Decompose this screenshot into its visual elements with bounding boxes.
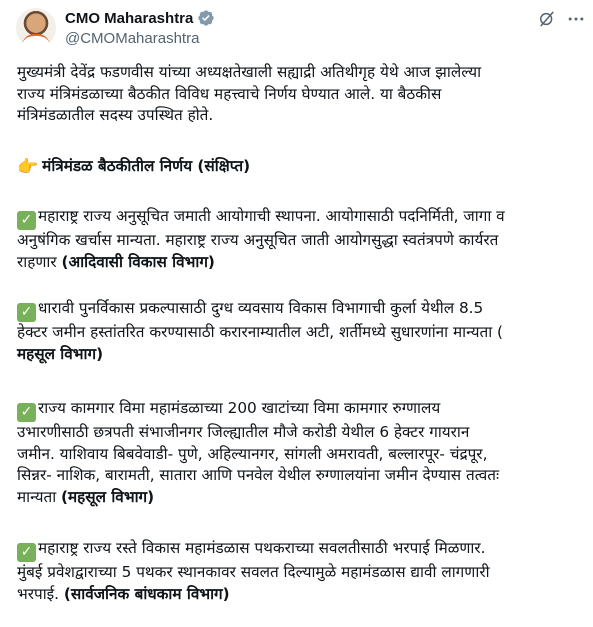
decision-line: धारावी पुनर्विकास प्रकल्पासाठी दुग्ध व्यवसाय विकास विभागाची कुर्ला येथील 8.5 xyxy=(38,299,484,317)
decision-line: महाराष्ट्र राज्य रस्ते विकास महामंडळास पथकराच्या सवलतीसाठी भरपाई मिळणार. xyxy=(38,539,486,557)
decision-line: अनुषंगिक खर्चास मान्यता. महाराष्ट्र राज्य अनुसूचित जाती आयोगसुद्धा स्वतंत्रपणे कार्यरत xyxy=(17,231,499,249)
grok-icon[interactable] xyxy=(537,9,557,29)
heading-text: मंत्रिमंडळ बैठकीतील निर्णय (संक्षिप्त) xyxy=(42,157,251,175)
decision-line: सिन्नर- नाशिक, बारामती, सातारा आणि पनवेल येथील रुग्णालयांना जमीन देण्यास तत्वतः xyxy=(17,466,500,485)
intro-paragraph xyxy=(17,62,583,127)
decisions-heading xyxy=(17,156,583,179)
check-mark-icon: ✓ xyxy=(17,211,36,230)
department-label: महसूल विभाग) xyxy=(17,344,104,363)
intro-line: राज्य मंत्रिमंडळाच्या बैठकीत विविध महत्त्वाचे निर्णय घेण्यात आले. या बैठकीस xyxy=(17,84,442,103)
decision-line: जमीन. याशिवाय बिबवेवाडी- पुणे, अहिल्यानगर, सांगली अमरावती, बल्लारपूर- चंद्रपूर, xyxy=(17,444,488,463)
decision-line: राज्य कामगार विमा महामंडळाच्या 200 खाटांच्या विमा कामगार रुग्णालय xyxy=(38,399,441,417)
avatar-shirt xyxy=(22,34,50,48)
intro-line: मुख्यमंत्री देवेंद्र फडणवीस यांच्या अध्यक्षतेखाली सह्याद्री अतिथीगृह येथे आज झालेल्या xyxy=(17,63,482,81)
decision-item xyxy=(17,538,583,605)
tweet-header xyxy=(0,0,593,58)
decision-line: भरपाई. xyxy=(17,584,64,603)
intro-line: मंत्रिमंडळातील सदस्य उपस्थित होते. xyxy=(17,106,214,125)
check-mark-icon: ✓ xyxy=(17,303,36,322)
more-options-icon[interactable] xyxy=(566,9,586,29)
verified-badge-icon xyxy=(197,9,215,27)
decision-line: मान्यता xyxy=(17,487,62,506)
avatar[interactable] xyxy=(16,8,56,48)
decision-line: मुंबई प्रवेशद्वाराच्या 5 पथकर स्थानकावर सवलत दिल्यामुळे महामंडळास द्यावी लागणारी xyxy=(17,563,490,581)
decision-item xyxy=(17,298,583,365)
decision-item xyxy=(17,398,583,508)
decision-line: उभारणीसाठी छत्रपती संभाजीनगर जिल्ह्यातील मौजे करोडी येथील 6 हेक्टर गायरान xyxy=(17,423,470,441)
name-row xyxy=(65,9,215,27)
decision-item xyxy=(17,206,583,273)
pointing-hand-icon: 👉 xyxy=(17,157,39,177)
department-label: (महसूल विभाग) xyxy=(61,487,155,506)
decision-line: राहणार xyxy=(17,252,62,271)
author-display-name[interactable]: CMO Maharashtra xyxy=(65,9,194,27)
check-mark-icon: ✓ xyxy=(17,543,36,562)
author-handle[interactable]: @CMOMaharashtra xyxy=(65,30,200,47)
decision-line: हेक्टर जमीन हस्तांतरित करण्यासाठी करारनाम्यातील अटी, शर्तीमध्ये सुधारणांना मान्यता ( xyxy=(17,323,503,341)
department-label: (सार्वजनिक बांधकाम विभाग) xyxy=(63,584,230,603)
decision-line: महाराष्ट्र राज्य अनुसूचित जमाती आयोगाची स्थापना. आयोगासाठी पदनिर्मिती, जागा व xyxy=(38,207,505,225)
check-mark-icon: ✓ xyxy=(17,403,36,422)
department-label: (आदिवासी विकास विभाग) xyxy=(61,252,215,271)
